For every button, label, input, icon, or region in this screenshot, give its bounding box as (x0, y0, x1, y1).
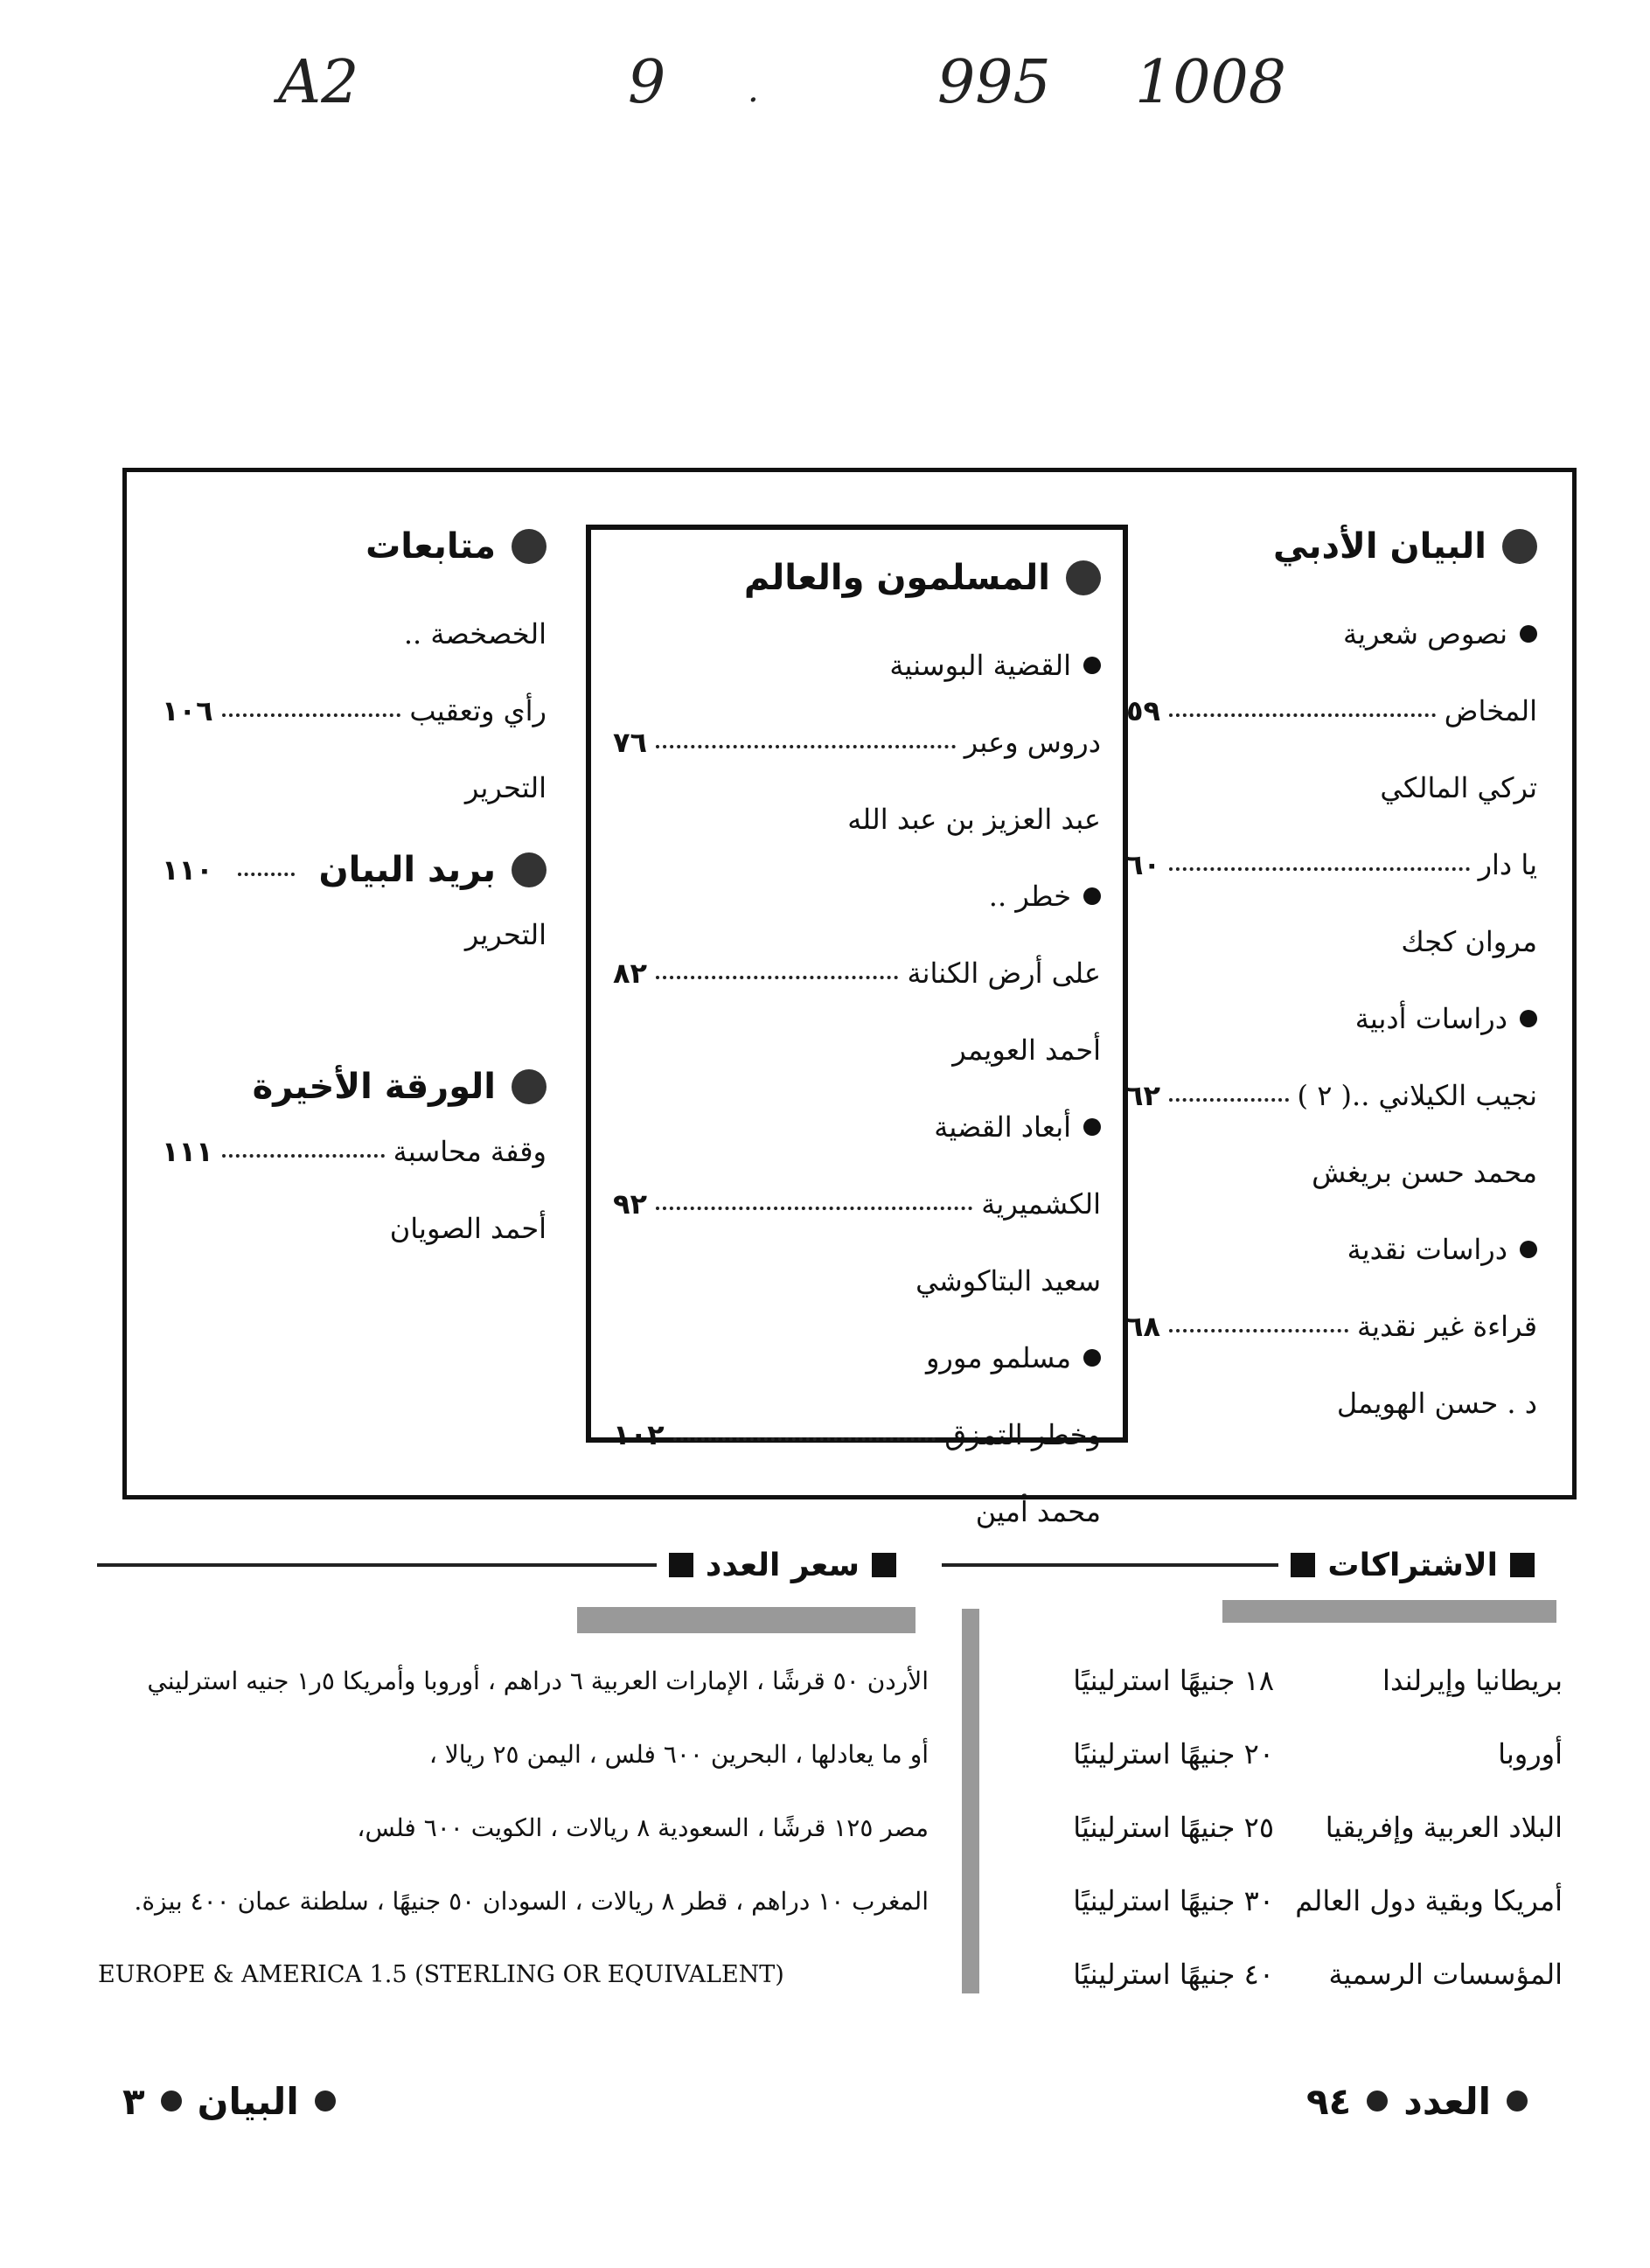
dot-leader (1169, 705, 1436, 717)
region: البلاد العربية وإفريقيا (1325, 1811, 1563, 1844)
issue-label: العدد (1403, 2079, 1491, 2123)
bullet-icon (1502, 529, 1537, 564)
toc-entry[interactable]: الكشميرية ٩٢ (613, 1187, 1101, 1221)
section-heading (162, 520, 547, 573)
author: تركي المالكي (1380, 771, 1537, 804)
grey-divider (962, 1609, 979, 1993)
bullet-icon (1083, 657, 1101, 674)
toc-entry[interactable]: على أرض الكنانة ٨٢ (613, 957, 1101, 990)
amount: ١٨ جنيهًا استرلينيًا (1073, 1664, 1274, 1697)
page-number: ١١٠ (162, 853, 213, 887)
list-item (985, 1938, 1563, 2011)
region: أوروبا (1498, 1737, 1563, 1771)
handwritten-year: 1008 (1135, 48, 1287, 117)
handwritten-number: 9 (628, 48, 666, 117)
amount: ٢٥ جنيهًا استرلينيًا (1073, 1811, 1274, 1844)
page-number: ٦٨ (1126, 1310, 1161, 1343)
price-line: الأردن ٥٠ قرشًا ، الإمارات العربية ٦ دراهم ، أوروبا وأمريكا ٥ر١ جنيه استرليني (147, 1666, 929, 1695)
page-number: ١٠٦ (162, 694, 213, 727)
square-bullet-icon (1291, 1553, 1315, 1577)
divider (97, 1563, 657, 1567)
author: محمد أمين (975, 1495, 1101, 1528)
author: د . حسن الهويمل (1336, 1387, 1537, 1420)
bullet-icon (1083, 887, 1101, 905)
square-bullet-icon (872, 1553, 896, 1577)
page-number: ٧٦ (613, 726, 648, 759)
subheading: دراسات نقدية (1126, 1211, 1537, 1288)
amount: ٢٠ جنيهًا استرلينيًا (1073, 1737, 1274, 1771)
bullet-icon (1066, 560, 1101, 595)
list-item (985, 1791, 1563, 1864)
magazine-name: البيان (197, 2079, 299, 2123)
footer-magazine (122, 2070, 336, 2132)
page-number: ١١١ (162, 1135, 213, 1168)
section-heading (613, 552, 1101, 604)
bullet-icon (1367, 2091, 1388, 2111)
bullet-icon (512, 1069, 547, 1104)
dot-leader (1169, 1320, 1348, 1332)
toc-entry[interactable]: رأي وتعقيب ١٠٦ (162, 694, 547, 727)
section-title: متابعات (366, 526, 496, 567)
toc-entry[interactable]: يا دار ٦٠ (1126, 848, 1537, 881)
handwritten-ref: 995 (937, 48, 1051, 117)
subscriptions-heading (942, 1539, 1535, 1591)
bullet-icon (1507, 2091, 1528, 2111)
toc-entry[interactable]: وخطر التمزق ١٠٢ (613, 1418, 1101, 1451)
square-bullet-icon (669, 1553, 693, 1577)
grey-band (577, 1607, 916, 1633)
page-number: ٥٩ (1126, 694, 1161, 727)
bullet-icon (161, 2091, 182, 2111)
dot-leader (222, 1145, 385, 1158)
article-title: الخصخصة .. (403, 617, 547, 650)
section-heading (162, 1061, 547, 1113)
author: عبد العزيز بن عبد الله (847, 803, 1101, 836)
section-muslims-world (586, 525, 1128, 1528)
subscriptions-title: الاشتراكات (1327, 1547, 1498, 1583)
author: التحرير (464, 918, 547, 951)
bullet-icon (1083, 1118, 1101, 1136)
list-item (985, 1864, 1563, 1938)
page-number: ١٠٢ (613, 1418, 665, 1451)
toc-entry[interactable]: نجيب الكيلاني ..( ٢ ) ٦٢ (1126, 1079, 1537, 1112)
handwritten-code: A2 (278, 48, 359, 117)
dot-leader (1169, 859, 1470, 871)
footer-issue (1306, 2070, 1528, 2132)
bullet-icon (1520, 625, 1537, 643)
price-heading (97, 1539, 896, 1591)
dot-leader (656, 1198, 972, 1210)
author: أحمد العويمر (952, 1033, 1101, 1067)
dot-leader (673, 1429, 936, 1441)
dot-leader (1169, 1089, 1288, 1102)
subheading: نصوص شعرية (1126, 595, 1537, 672)
dot-leader (222, 705, 401, 717)
section-title: الورقة الأخيرة (252, 1067, 496, 1107)
bullet-icon (512, 529, 547, 564)
author: التحرير (464, 771, 547, 804)
page-number: ٦٢ (1126, 1079, 1161, 1112)
bullet-icon (1083, 1349, 1101, 1367)
square-bullet-icon (1510, 1553, 1535, 1577)
region: أمريكا وبقية دول العالم (1295, 1884, 1563, 1917)
list-item (985, 1644, 1563, 1717)
dot-leader (656, 736, 956, 748)
author: مروان كجك (1401, 925, 1537, 958)
bullet-icon (315, 2091, 336, 2111)
section-heading-mail[interactable] (162, 844, 547, 896)
toc-entry[interactable]: دروس وعبر ٧٦ (613, 726, 1101, 759)
price-line: مصر ١٢٥ قرشًا ، السعودية ٨ ريالات ، الكويت ٦٠٠ فلس، (357, 1812, 929, 1842)
bullet-icon (512, 852, 547, 887)
author: أحمد الصويان (389, 1212, 547, 1245)
subheading: خطر .. (613, 858, 1101, 935)
list-item (985, 1717, 1563, 1791)
subheading: مسلمو مورو (613, 1319, 1101, 1396)
price-title: سعر العدد (705, 1547, 860, 1583)
issue-number: ٩٤ (1306, 2079, 1352, 2123)
price-body (98, 1644, 929, 2011)
price-english: EUROPE & AMERICA 1.5 (STERLING OR EQUIVALENT) (98, 1960, 784, 1988)
page-number: ٦٠ (1126, 848, 1161, 881)
author: سعيد البتاكوشي (916, 1264, 1101, 1297)
section-heading (1126, 520, 1537, 573)
page-number: ٨٢ (613, 957, 648, 990)
subheading: دراسات أدبية (1126, 980, 1537, 1057)
handwritten-dot: . (748, 70, 759, 110)
section-title: بريد البيان (318, 850, 496, 890)
divider (942, 1563, 1278, 1567)
amount: ٤٠ جنيهًا استرلينيًا (1073, 1958, 1274, 1991)
bullet-icon (1520, 1241, 1537, 1258)
dot-leader (238, 864, 295, 876)
author: محمد حسن بريغش (1312, 1156, 1537, 1189)
section-followups (162, 520, 547, 1267)
subscriptions-list (985, 1644, 1563, 2011)
price-line: أو ما يعادلها ، البحرين ٦٠٠ فلس ، اليمن ٢٥ ريالا ، (428, 1739, 929, 1769)
toc-entry[interactable]: قراءة غير نقدية ٦٨ (1126, 1310, 1537, 1343)
price-line: المغرب ١٠ دراهم ، قطر ٨ ريالات ، السودان ٥٠ جنيهًا ، سلطنة عمان ٤٠٠ بيزة. (134, 1886, 929, 1916)
bullet-icon (1520, 1010, 1537, 1027)
section-title: البيان الأدبي (1273, 526, 1486, 567)
page-number: ٩٢ (613, 1187, 648, 1221)
page-number: ٣ (122, 2079, 145, 2123)
region: المؤسسات الرسمية (1328, 1958, 1563, 1991)
section-literary (1126, 520, 1537, 1442)
section-title: المسلمون والعالم (743, 558, 1050, 598)
table-of-contents (122, 468, 1577, 1528)
toc-entry[interactable]: وقفة محاسبة ١١١ (162, 1135, 547, 1168)
grey-band (1222, 1600, 1556, 1623)
toc-entry[interactable]: المخاض ٥٩ (1126, 694, 1537, 727)
region: بريطانيا وإيرلندا (1382, 1664, 1563, 1697)
amount: ٣٠ جنيهًا استرلينيًا (1073, 1884, 1274, 1917)
subheading: أبعاد القضية (613, 1089, 1101, 1165)
dot-leader (656, 967, 898, 979)
subheading: القضية البوسنية (613, 627, 1101, 704)
